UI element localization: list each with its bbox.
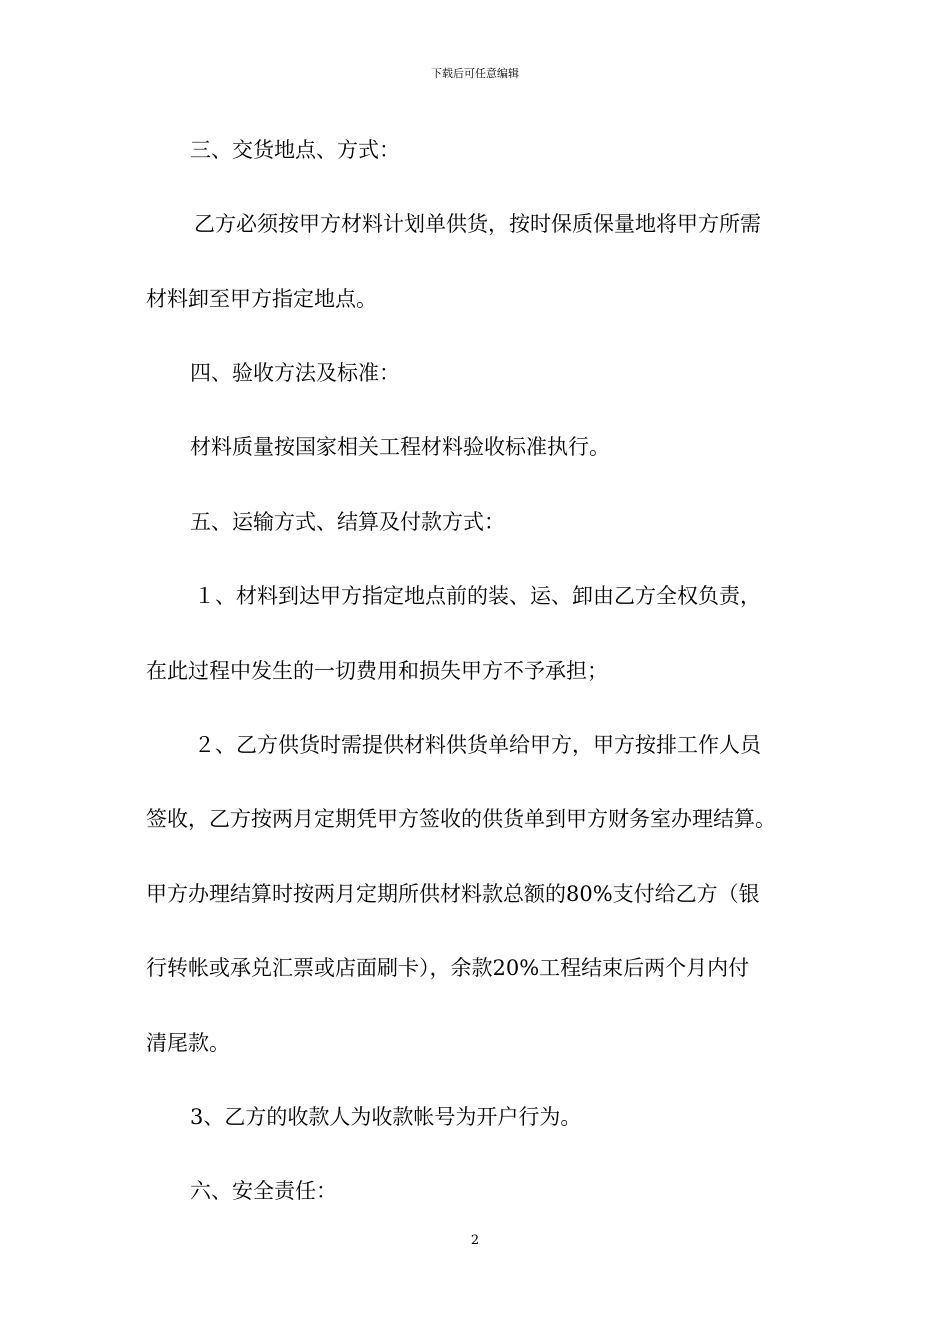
section-heading-acceptance: 四、验收方法及标准：	[190, 361, 400, 385]
paragraph-line: ２、乙方供货时需提供材料供货单给甲方，甲方按排工作人员	[194, 733, 761, 757]
paragraph-line: 材料卸至甲方指定地点。	[146, 287, 377, 311]
paragraph-line: 行转帐或承兑汇票或店面刷卡），余款20%工程结束后两个月内付	[146, 956, 750, 980]
section-heading-safety: 六、安全责任：	[190, 1179, 337, 1203]
page-header: 下载后可任意编辑	[431, 67, 519, 80]
paragraph-line: 材料质量按国家相关工程材料验收标准执行。	[190, 435, 610, 459]
section-heading-delivery: 三、交货地点、方式：	[190, 138, 400, 162]
page-number: 2	[470, 1233, 480, 1248]
paragraph-line: 签收，乙方按两月定期凭甲方签收的供货单到甲方财务室办理结算。	[146, 807, 776, 831]
paragraph-line: 乙方必须按甲方材料计划单供货，按时保质保量地将甲方所需	[194, 212, 761, 236]
paragraph-line: 清尾款。	[146, 1031, 230, 1055]
paragraph-line: １、材料到达甲方指定地点前的装、运、卸由乙方全权负责，	[194, 584, 761, 608]
paragraph-line: 甲方办理结算时按两月定期所供材料款总额的80%支付给乙方（银	[146, 882, 760, 906]
paragraph-line: 在此过程中发生的一切费用和损失甲方不予承担；	[146, 659, 608, 683]
paragraph-line: 3、乙方的收款人为收款帐号为开户行为。	[190, 1105, 582, 1129]
section-heading-transport-payment: 五、运输方式、结算及付款方式：	[190, 510, 505, 534]
